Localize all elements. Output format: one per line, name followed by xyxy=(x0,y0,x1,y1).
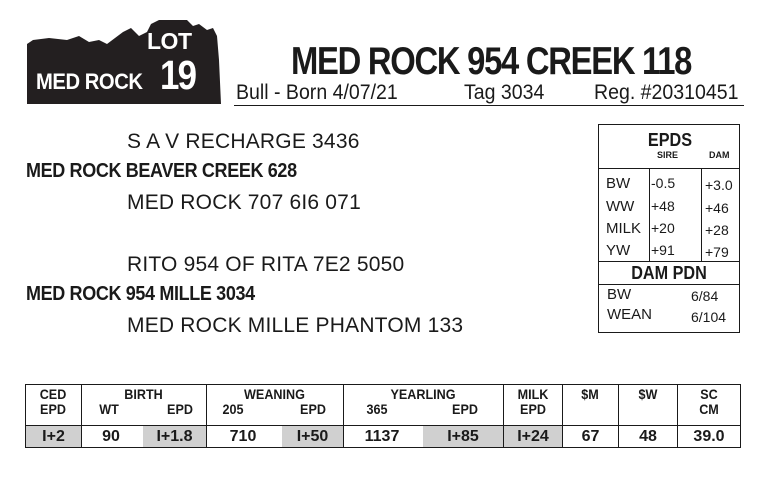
value-ced-epd: I+2 xyxy=(26,426,81,447)
pedigree-sire-dam: MED ROCK 707 6I6 071 xyxy=(127,191,361,214)
header-weaning-epd: EPD xyxy=(300,401,326,417)
header-ced-top: CED xyxy=(39,386,67,402)
pedigree-dam-dam: MED ROCK MILLE PHANTOM 133 xyxy=(127,314,464,337)
value-sc: 39.0 xyxy=(693,428,725,445)
dam-pdn-divider xyxy=(599,284,739,285)
epd-dam-value: +79 xyxy=(705,244,729,260)
epd-sire-value: +48 xyxy=(651,198,675,214)
dam-pdn-label: BW xyxy=(607,286,632,303)
header-yearling: YEARLING xyxy=(390,386,456,402)
dam-pdn-value: 6/84 xyxy=(691,288,719,304)
header-birth-epd: EPD xyxy=(167,401,193,417)
dam-pdn-value: 6/104 xyxy=(691,309,727,325)
animal-info-line xyxy=(234,79,744,106)
epd-title: EPDS xyxy=(647,130,693,150)
value-weaning-epd: I+50 xyxy=(282,426,343,447)
header-sc xyxy=(686,387,733,417)
epd-trait: MILK xyxy=(606,220,642,237)
value-dollar-m: 67 xyxy=(581,428,600,445)
pedigree-sire-sire: S A V RECHARGE 3436 xyxy=(127,130,360,153)
ranch-brand: MED ROCK xyxy=(36,69,143,94)
tag-number: Tag 3034 xyxy=(464,81,545,104)
epd-row-bw xyxy=(599,173,739,196)
epd-box xyxy=(598,124,740,333)
epd-trait: WW xyxy=(606,198,635,215)
epd-dam-header: DAM xyxy=(709,150,730,160)
value-yearling-365: 1137 xyxy=(364,428,400,445)
header-ced xyxy=(33,387,73,417)
epd-divider xyxy=(599,261,739,262)
header-milk-bottom: EPD xyxy=(520,401,546,417)
header-yearling-365: 365 xyxy=(366,401,388,417)
value-weaning-205: 710 xyxy=(229,428,257,445)
header-birth: BIRTH xyxy=(124,386,163,402)
epd-row-milk xyxy=(599,218,739,241)
header-yearling-epd: EPD xyxy=(452,401,478,417)
header-dollar-w: $W xyxy=(638,386,658,402)
sex-born-date: Bull - Born 4/07/21 xyxy=(236,81,398,104)
epd-row-ww xyxy=(599,196,739,219)
epd-sire-value: -0.5 xyxy=(651,175,676,191)
epd-dam-value: +3.0 xyxy=(705,177,733,193)
epd-sire-value: +20 xyxy=(651,220,675,236)
pedigree-dam: MED ROCK 954 MILLE 3034 xyxy=(26,283,255,305)
value-dollar-w: 48 xyxy=(639,428,657,445)
header-weaning-205: 205 xyxy=(222,401,244,417)
header-dollar-m: $M xyxy=(581,386,599,402)
lot-label: LOT xyxy=(147,28,192,54)
epd-row-yw xyxy=(599,240,739,263)
header-sc-top: SC xyxy=(700,386,718,402)
pedigree-dam-sire: RITO 954 OF RITA 7E2 5050 xyxy=(127,253,405,276)
registration-number: Reg. #20310451 xyxy=(594,81,739,104)
pedigree-sire: MED ROCK BEAVER CREEK 628 xyxy=(26,160,297,182)
header-milk xyxy=(511,387,554,417)
dam-pdn-label: WEAN xyxy=(607,306,652,323)
dam-pdn-title: DAM PDN xyxy=(631,263,707,283)
value-milk-epd: I+24 xyxy=(504,426,562,447)
epd-divider xyxy=(599,168,739,169)
lot-number: 19 xyxy=(160,52,196,98)
value-birth-wt: 90 xyxy=(102,428,120,445)
header-ced-bottom: EPD xyxy=(40,401,66,417)
header-sc-bottom: CM xyxy=(699,401,719,417)
epd-dam-value: +46 xyxy=(705,200,729,216)
epd-sire-header: SIRE xyxy=(657,150,679,160)
animal-name: MED ROCK 954 CREEK 118 xyxy=(291,40,692,83)
header-birth-wt: WT xyxy=(99,401,119,417)
table-top-border xyxy=(25,384,741,385)
value-birth-epd: I+1.8 xyxy=(143,426,206,447)
header-weaning: WEANING xyxy=(244,386,305,402)
epd-dam-value: +28 xyxy=(705,222,729,238)
value-yearling-epd: I+85 xyxy=(423,426,503,447)
header-milk-top: MILK xyxy=(517,386,549,402)
table-divider xyxy=(740,384,741,447)
epd-trait: YW xyxy=(606,242,631,259)
epd-sire-value: +91 xyxy=(651,242,675,258)
epd-trait: BW xyxy=(606,175,631,192)
table-bottom-border xyxy=(25,447,741,448)
